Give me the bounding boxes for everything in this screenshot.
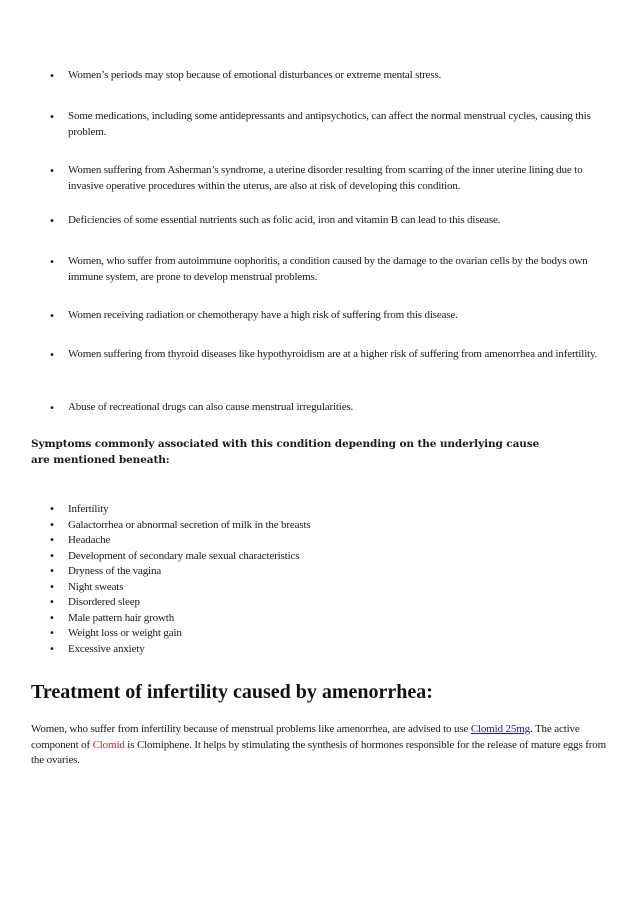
bullet: • bbox=[49, 71, 55, 82]
bullet: • bbox=[49, 504, 55, 515]
list-item-text: Women, who suffer from autoimmune oophoritis, a condition caused by the damage to the ovarian cells by the bodys own immune system, are prone to develop menstrual problems. bbox=[68, 255, 588, 283]
bullet: • bbox=[49, 350, 55, 361]
bullet: • bbox=[49, 112, 55, 123]
paragraph-text: is Clomiphene. It helps by stimulating the synthesis of hormones responsible for the release of mature eggs from the ovaries. bbox=[31, 738, 607, 766]
bullet: • bbox=[49, 403, 55, 414]
symptom-text: Galactorrhea or abnormal secretion of milk in the breasts bbox=[68, 518, 311, 531]
symptom-text: Weight loss or weight gain bbox=[68, 627, 182, 639]
paragraph-text: Women, who suffer from infertility because of menstrual problems like amenorrhea, are advised to use bbox=[31, 723, 471, 735]
clomid-highlight: Clomid bbox=[92, 738, 125, 751]
list-item-text: Women suffering from Asherman’s syndrome, a uterine disorder resulting from scarring of the inner uterine lining due to invasive operative procedures within the uterus, are also at risk of developing this condition. bbox=[68, 164, 583, 192]
list-item-text: Abuse of recreational drugs can also cause menstrual irregularities. bbox=[68, 401, 354, 413]
list-item bbox=[0, 624, 638, 640]
symptoms-heading: Symptoms commonly associated with this condition depending on the underlying cause are mentioned beneath: bbox=[31, 438, 540, 466]
bullet: • bbox=[49, 550, 55, 562]
list-item bbox=[0, 593, 638, 609]
list-item bbox=[0, 562, 638, 578]
list-item bbox=[0, 531, 638, 547]
bullet: • bbox=[49, 166, 55, 177]
list-item-text: Some medications, including some antidepressants and antipsychotics, can affect the normal menstrual cycles, causing this problem. bbox=[68, 110, 591, 138]
list-item bbox=[0, 500, 638, 516]
list-item-text: Women receiving radiation or chemotherapy have a high risk of suffering from this disease. bbox=[68, 309, 458, 321]
symptom-text: Development of secondary male sexual characteristics bbox=[68, 549, 300, 562]
symptoms-list bbox=[0, 500, 638, 655]
clomid-25mg-link[interactable]: Clomid 25mg bbox=[470, 723, 530, 735]
paragraph-text: . The active component of bbox=[31, 723, 580, 751]
bullet: • bbox=[49, 519, 55, 531]
bullet: • bbox=[49, 216, 55, 227]
list-item-text: Women’s periods may stop because of emotional disturbances or extreme mental stress. bbox=[68, 69, 442, 81]
symptom-text: Disordered sleep bbox=[68, 596, 140, 608]
list-item bbox=[0, 516, 638, 532]
bullet: • bbox=[49, 612, 55, 624]
list-item bbox=[0, 578, 638, 594]
list-item-text: Women suffering from thyroid diseases like hypothyroidism are at a higher risk of suffering from amenorrhea and infertility. bbox=[68, 348, 598, 360]
treatment-paragraph bbox=[31, 722, 616, 769]
symptom-text: Male pattern hair growth bbox=[68, 611, 175, 624]
list-item-text: Deficiencies of some essential nutrients such as folic acid, iron and vitamin B can lead to this disease. bbox=[68, 214, 501, 226]
bullet: • bbox=[49, 628, 55, 639]
treatment-heading: Treatment of infertility caused by amenorrhea: bbox=[31, 681, 433, 703]
list-item bbox=[0, 547, 638, 563]
bullet: • bbox=[49, 581, 55, 593]
bullet: • bbox=[49, 535, 55, 546]
bullet: • bbox=[49, 566, 55, 577]
bullet: • bbox=[49, 311, 55, 322]
symptom-text: Infertility bbox=[68, 503, 109, 515]
symptom-text: Headache bbox=[68, 534, 111, 546]
bullet: • bbox=[49, 597, 55, 608]
symptom-text: Dryness of the vagina bbox=[68, 565, 162, 577]
bullet: • bbox=[49, 257, 55, 268]
list-item bbox=[0, 609, 638, 625]
symptom-text: Night sweats bbox=[68, 580, 124, 593]
bullet: • bbox=[49, 643, 55, 655]
list-item bbox=[0, 640, 638, 656]
symptom-text: Excessive anxiety bbox=[68, 642, 145, 655]
